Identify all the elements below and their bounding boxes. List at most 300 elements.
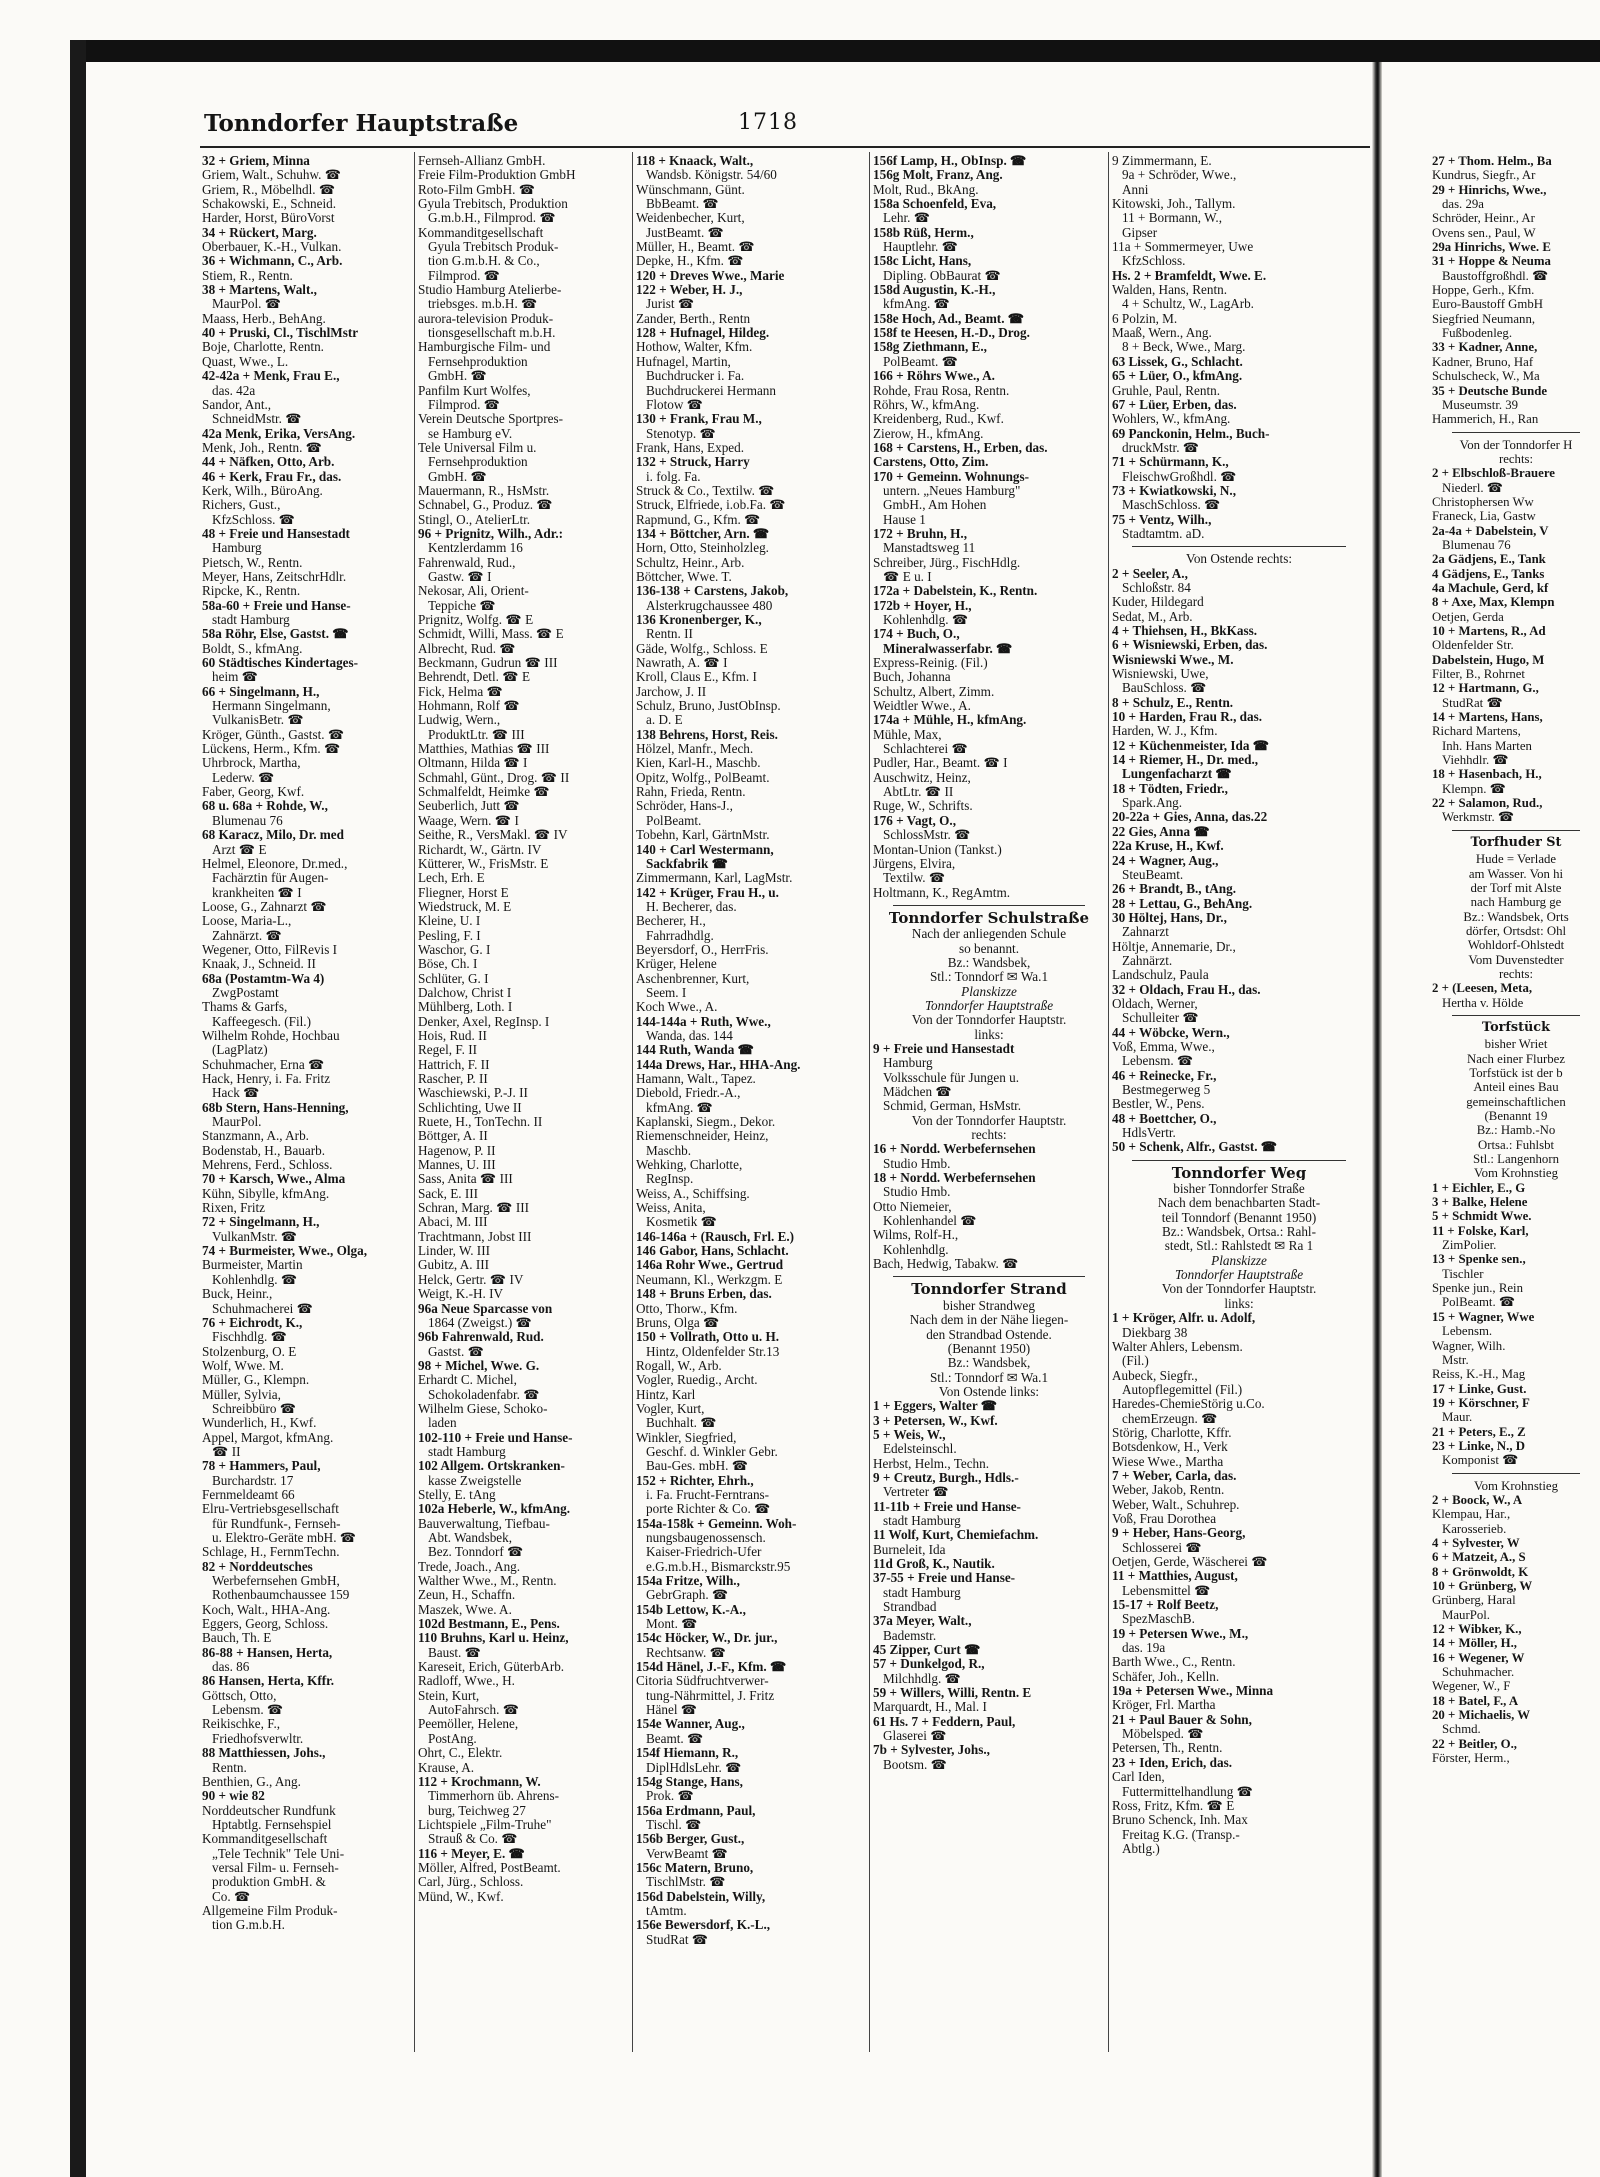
directory-entry: Ovens sen., Paul, W	[1432, 225, 1536, 240]
directory-entry: Inh. Hans Marten	[1442, 738, 1532, 753]
directory-entry: 24 + Wagner, Aug.,	[1112, 853, 1219, 868]
directory-entry: 11 + Matthies, August,	[1112, 1569, 1238, 1584]
directory-entry: Beamt. ☎	[646, 1731, 704, 1746]
directory-entry: 112 + Krochmann, W.	[418, 1774, 541, 1789]
directory-entry: i. folg. Fa.	[646, 469, 701, 484]
directory-entry: Münd, W., Kwf.	[418, 1889, 504, 1904]
directory-entry: Komponist ☎	[1442, 1453, 1519, 1468]
directory-entry: BauSchloss. ☎	[1122, 681, 1207, 696]
directory-entry: Bach, Hedwig, Tabakw. ☎	[873, 1257, 1019, 1272]
directory-entry: Oldenfelder Str.	[1432, 638, 1514, 653]
directory-entry: Carstens, Otto, Zim.	[873, 455, 989, 470]
directory-entry: Harder, Horst, BüroVorst	[202, 211, 335, 226]
directory-entry: Knaak, J., Schneid. II	[202, 957, 316, 972]
directory-entry: Manstadtsweg 11	[883, 541, 976, 556]
directory-entry: 166 + Röhrs Wwe., A.	[873, 369, 995, 384]
directory-entry: Gastst. ☎	[428, 1344, 484, 1359]
directory-entry: Richard Martens,	[1432, 724, 1521, 739]
directory-entry: Hänel ☎	[646, 1703, 698, 1718]
directory-entry: Fernsehproduktion	[428, 455, 528, 470]
directory-entry: Kerk, Wilh., BüroAng.	[202, 483, 323, 498]
directory-entry: Seem. I	[646, 985, 687, 1000]
directory-entry: 19a + Petersen Wwe., Minna	[1112, 1684, 1274, 1699]
directory-entry: 58a Röhr, Else, Gastst. ☎	[202, 627, 349, 642]
directory-entry: Hintz, Oldenfelder Str.13	[646, 1344, 780, 1359]
directory-entry: 74 + Burmeister, Wwe., Olga,	[202, 1244, 368, 1259]
directory-entry: Bz.: Wandsbek,	[947, 955, 1031, 970]
directory-entry: 102-110 + Freie und Hanse-	[418, 1430, 573, 1445]
directory-entry: 9 Zimmermann, E.	[1112, 154, 1212, 168]
directory-entry: Appel, Margot, kfmAng.	[202, 1430, 334, 1445]
directory-entry: Ripcke, K., Rentn.	[202, 584, 301, 599]
directory-entry: Opitz, Wolfg., PolBeamt.	[636, 770, 770, 785]
directory-entry: Göttsch, Otto,	[202, 1688, 277, 1703]
directory-entry: Oetjen, Gerda	[1432, 609, 1504, 624]
directory-entry: Möller, Alfred, PostBeamt.	[418, 1860, 561, 1875]
directory-entry: 12 + Wibker, K.,	[1432, 1622, 1522, 1637]
directory-entry: bisher Tonndorfer Straße	[1173, 1182, 1305, 1197]
directory-entry: ☎ II	[212, 1444, 241, 1459]
directory-entry: Walter Ahlers, Lebensm.	[1112, 1339, 1243, 1354]
directory-entry: 37-55 + Freie und Hanse-	[873, 1571, 1016, 1586]
directory-entry: Nekosar, Ali, Orient-	[418, 584, 529, 599]
directory-entry: Richardt, W., Gärtn. IV	[418, 842, 542, 857]
directory-entry: 102a Heberle, W., kfmAng.	[418, 1502, 571, 1517]
directory-entry: Bootsm. ☎	[883, 1757, 948, 1772]
directory-entry: Studio Hmb.	[883, 1156, 951, 1171]
directory-entry: 7 + Weber, Carla, das.	[1112, 1468, 1237, 1483]
directory-entry: Helck, Gertr. ☎ IV	[418, 1272, 524, 1287]
directory-entry: Buchhalt. ☎	[646, 1416, 717, 1431]
directory-entry: Weiss, Anita,	[636, 1201, 706, 1216]
directory-entry: Diebold, Friedr.-A.,	[636, 1086, 741, 1101]
directory-entry: Hauptlehr. ☎	[883, 240, 959, 255]
directory-entry: Schmalfeldt, Heimke ☎	[418, 785, 550, 800]
directory-entry: Waschor, G. I	[418, 942, 491, 957]
directory-entry: Otto Niemeier,	[873, 1199, 952, 1214]
directory-entry: Zimmermann, Karl, LagMstr.	[636, 871, 793, 886]
directory-entry: Schlosserei ☎	[1122, 1540, 1202, 1555]
directory-entry: Zeun, H., Schaffn.	[418, 1588, 516, 1603]
directory-entry: rechts:	[971, 1128, 1007, 1143]
directory-entry: 29a Hinrichs, Wwe. E	[1432, 240, 1551, 255]
directory-entry: Becherer, H.,	[636, 914, 706, 929]
directory-entry: Kundrus, Siegfr., Ar	[1432, 168, 1536, 183]
directory-entry: Buchdruckerei Hermann	[646, 383, 776, 398]
directory-entry: so benannt.	[958, 941, 1020, 956]
directory-entry: Hois, Rud. II	[418, 1028, 487, 1043]
directory-entry: dörfer, Ortsdst: Ohl	[1465, 923, 1567, 938]
directory-entry: 116 + Meyer, E. ☎	[418, 1846, 525, 1861]
directory-entry: 154e Wanner, Aug.,	[636, 1717, 745, 1732]
directory-entry: 154d Hänel, J.-F., Kfm. ☎	[636, 1660, 787, 1675]
scan-border-top	[70, 40, 1600, 62]
directory-entry: produktion GmbH. &	[212, 1875, 326, 1890]
section-divider	[1132, 1160, 1346, 1161]
directory-entry: 138 Behrens, Horst, Reis.	[636, 727, 778, 742]
directory-entry: Fliegner, Horst E	[418, 885, 509, 900]
directory-entry: 9 + Freie und Hansestadt	[873, 1041, 1015, 1056]
directory-entry: Kohlenhdlg.	[883, 1242, 949, 1257]
directory-entry: Hoppe, Gerh., Kfm.	[1432, 283, 1535, 298]
directory-entry: Wohlers, W., kfmAng.	[1112, 412, 1231, 427]
directory-entry: 10 + Harden, Frau R., das.	[1112, 710, 1263, 725]
directory-entry: MaschSchloss. ☎	[1122, 498, 1221, 513]
directory-entry: Bademstr.	[883, 1628, 937, 1643]
directory-entry: Schakowski, E., Schneid.	[202, 197, 337, 212]
directory-entry: Vogler, Ruedig., Archt.	[636, 1373, 758, 1388]
directory-entry: 10 + Martens, R., Ad	[1432, 624, 1546, 638]
directory-entry: 46 + Reinecke, Fr.,	[1112, 1068, 1217, 1083]
directory-entry: Schlüter, G. I	[418, 971, 489, 986]
directory-entry: Boje, Charlotte, Rentn.	[202, 340, 324, 355]
directory-entry: Schlichting, Uwe II	[418, 1100, 522, 1115]
directory-entry: Wandsb. Königstr. 54/60	[646, 168, 777, 183]
directory-entry: 12 + Hartmann, G.,	[1432, 681, 1539, 696]
directory-entry: Lungenfacharzt ☎	[1122, 767, 1232, 782]
directory-entry: Wegener, Otto, FilRevis I	[202, 942, 338, 957]
directory-entry: 110 Bruhns, Karl u. Heinz,	[418, 1631, 569, 1646]
directory-entry: Haredes-ChemieStörig u.Co.	[1112, 1397, 1265, 1412]
directory-entry: Stiem, R., Rentn.	[202, 268, 293, 283]
directory-entry: Alsterkrugchaussee 480	[646, 598, 773, 613]
directory-entry: 6 + Wisniewski, Erben, das.	[1112, 638, 1268, 653]
directory-entry: 22 + Salamon, Rud.,	[1432, 796, 1543, 811]
directory-entry: Tonndorfer Hauptstraße	[924, 998, 1054, 1013]
directory-entry: AbtLtr. ☎ II	[883, 785, 954, 800]
directory-entry: Mühle, Max,	[873, 727, 942, 742]
directory-entry: stedt, Stl.: Rahlstedt ✉ Ra 1	[1164, 1239, 1314, 1254]
directory-entry: Weber, Walt., Schuhrep.	[1112, 1497, 1240, 1512]
directory-entry: porte Richter & Co. ☎	[646, 1502, 771, 1517]
directory-entry: Stein, Kurt,	[418, 1688, 480, 1703]
directory-entry: 71 + Schürmann, K.,	[1112, 455, 1229, 470]
column-divider	[414, 152, 415, 2052]
directory-entry: Schmd.	[1442, 1722, 1481, 1737]
directory-entry: VulkanMstr. ☎	[212, 1229, 298, 1244]
directory-entry: Niederl. ☎	[1442, 480, 1503, 495]
directory-entry: Kröger, Frl. Martha	[1112, 1698, 1216, 1713]
directory-entry: Hamann, Walt., Tapez.	[636, 1072, 756, 1086]
directory-entry: 2 + Seeler, A.,	[1112, 566, 1188, 581]
directory-entry: Zahnärzt. ☎	[212, 928, 282, 943]
directory-entry: Winkler, Siegfried,	[636, 1430, 737, 1445]
directory-entry: laden	[428, 1416, 457, 1431]
book-gutter	[1372, 62, 1382, 2177]
directory-entry: 18 + Tödten, Friedr.,	[1112, 781, 1228, 796]
directory-entry: Wünschmann, Günt.	[636, 182, 745, 197]
directory-entry: Lehr. ☎	[883, 211, 931, 226]
directory-entry: Hohmann, Rolf ☎	[418, 699, 520, 714]
directory-entry: Waschiewski, P.-J. II	[418, 1086, 528, 1101]
directory-entry: Autopflegemittel (Fil.)	[1122, 1382, 1243, 1397]
directory-entry: 68a (Postamtm-Wa 4)	[202, 971, 325, 986]
directory-entry: KfzSchloss.	[1122, 254, 1186, 269]
directory-column-5	[1112, 154, 1366, 1856]
directory-entry: Uhrbrock, Martha,	[202, 756, 301, 771]
directory-entry: 128 + Hufnagel, Hildeg.	[636, 326, 770, 341]
directory-entry: 59 + Willers, Willi, Rentn. E	[873, 1686, 1032, 1701]
directory-entry: Nach der anliegenden Schule	[911, 927, 1067, 942]
directory-entry: Textilw. ☎	[883, 871, 946, 886]
directory-entry: 102d Bestmann, E., Pens.	[418, 1617, 560, 1632]
directory-entry: SteuBeamt.	[1122, 867, 1184, 882]
directory-column-2	[418, 154, 628, 1904]
directory-entry: Koch Wwe., A.	[636, 1000, 718, 1015]
directory-entry: Aschenbrenner, Kurt,	[636, 971, 750, 986]
directory-entry: krankheiten ☎ I	[212, 885, 302, 900]
directory-entry: Freitag K.G. (Transp.-	[1122, 1827, 1240, 1842]
directory-entry: Gipser	[1122, 225, 1158, 240]
directory-entry: 12 + Küchenmeister, Ida ☎	[1112, 738, 1270, 753]
directory-entry: Quast, Wwe., L.	[202, 354, 289, 369]
directory-entry: rechts:	[1498, 451, 1534, 466]
directory-entry: 32 + Oldach, Frau H., das.	[1112, 982, 1261, 997]
directory-entry: Böttcher, Wwe. T.	[636, 569, 732, 584]
directory-entry: Oetjen, Gerde, Wäscherei ☎	[1112, 1555, 1268, 1569]
directory-entry: Kröger, Günth., Gastst. ☎	[202, 727, 345, 742]
directory-entry: Böttger, A. II	[418, 1129, 488, 1144]
directory-entry: 134 + Böttcher, Arn. ☎	[636, 526, 770, 541]
directory-entry: Schokoladenfabr. ☎	[428, 1387, 540, 1402]
directory-entry: 19 + Körschner, F	[1432, 1395, 1530, 1410]
directory-entry: Lech, Erh. E	[418, 871, 485, 886]
directory-entry: Bestler, W., Pens.	[1112, 1097, 1205, 1112]
directory-entry: Werbefernsehen GmbH,	[212, 1574, 340, 1589]
directory-entry: druckMstr. ☎	[1122, 440, 1200, 455]
directory-entry: u. Elektro-Geräte mbH. ☎	[212, 1531, 357, 1545]
directory-entry: 21 + Peters, E., Z	[1432, 1424, 1526, 1439]
directory-entry: Baustoffgroßhdl. ☎	[1442, 268, 1548, 283]
directory-entry: Ross, Fritz, Kfm. ☎ E	[1112, 1798, 1235, 1813]
directory-entry: Nach dem in der Nähe liegen-	[909, 1313, 1069, 1328]
directory-entry: Dalchow, Christ I	[418, 985, 512, 1000]
directory-entry: 158g Ziethmann, E.,	[873, 340, 987, 355]
directory-entry: teil Tonndorf (Benannt 1950)	[1161, 1210, 1317, 1225]
directory-entry: Bruno Schenck, Inh. Max	[1112, 1813, 1248, 1828]
directory-entry: Barth Wwe., C., Rentn.	[1112, 1655, 1236, 1670]
directory-entry: Oldach, Werner,	[1112, 996, 1198, 1011]
directory-entry: Filter, B., Rohrnet	[1432, 667, 1525, 682]
directory-entry: 154a Fritze, Wilh.,	[636, 1574, 740, 1589]
directory-entry: Prignitz, Wolfg. ☎ E	[418, 613, 534, 627]
directory-entry: 82 + Norddeutsches	[202, 1559, 313, 1574]
directory-entry: Bruns, Olga ☎	[636, 1315, 720, 1330]
directory-entry: 156g Molt, Franz, Ang.	[873, 168, 1003, 183]
directory-entry: 2a Gädjens, E., Tank	[1432, 552, 1546, 567]
directory-entry: 102 Allgem. Ortskranken-	[418, 1459, 565, 1474]
directory-entry: Hptabtlg. Fernsehspiel	[212, 1817, 332, 1832]
directory-entry: TischlMstr. ☎	[646, 1875, 726, 1890]
directory-entry: Filmprod. ☎	[428, 268, 501, 283]
directory-entry: 15-17 + Rolf Beetz,	[1112, 1598, 1219, 1613]
directory-entry: Kütterer, W., FrisMstr. E	[418, 856, 549, 871]
directory-entry: nungsbaugenossensch.	[646, 1531, 766, 1545]
directory-entry: Lebensm. ☎	[212, 1703, 284, 1718]
directory-entry: bisher Wriet	[1484, 1037, 1548, 1052]
directory-entry: Koch, Walt., HHA-Ang.	[202, 1602, 331, 1617]
directory-entry: 18 + Nordd. Werbefernsehen	[873, 1171, 1036, 1186]
street-heading: Torfstück	[1482, 1020, 1550, 1035]
directory-entry: Wilms, Rolf-H.,	[873, 1228, 959, 1243]
directory-entry: Fick, Helma ☎	[418, 684, 503, 699]
directory-entry: Wiedstruck, M. E	[418, 899, 512, 914]
directory-entry: Elru-Vertriebsgesellschaft	[202, 1502, 339, 1517]
directory-entry: 172b + Hoyer, H.,	[873, 598, 972, 613]
directory-entry: Fahrradhdlg.	[646, 928, 714, 943]
directory-entry: stadt Hamburg	[212, 613, 290, 627]
directory-entry: tion G.m.b.H. & Co.,	[428, 254, 540, 269]
directory-entry: 4 + Thiehsen, H., BkKass.	[1112, 624, 1258, 638]
directory-entry: Lederw. ☎	[212, 770, 275, 785]
directory-entry: Schnabel, G., Produz. ☎	[418, 498, 553, 513]
directory-entry: Oltmann, Hilda ☎ I	[418, 756, 528, 771]
directory-column-next-page	[1432, 154, 1600, 1765]
directory-entry: Schmahl, Günt., Drog. ☎ II	[418, 770, 570, 785]
directory-entry: tung-Nährmittel, J. Fritz	[646, 1688, 775, 1703]
directory-entry: versal Film- u. Fernseh-	[212, 1860, 339, 1875]
directory-entry: GmbH. ☎	[428, 469, 487, 484]
directory-entry: Wanda, das. 144	[646, 1028, 733, 1043]
directory-entry: Schuhmacherei ☎	[212, 1301, 314, 1316]
directory-entry: Böse, Ch. I	[418, 957, 478, 972]
directory-entry: Vogler, Kurt,	[636, 1401, 705, 1416]
directory-entry: Hermann Singelmann,	[212, 699, 331, 714]
directory-entry: Mauermann, R., HsMstr.	[418, 483, 550, 498]
directory-entry: Ohrt, C., Elektr.	[418, 1746, 503, 1761]
directory-entry: Lückens, Herm., Kfm. ☎	[202, 742, 341, 757]
directory-entry: 37a Meyer, Walt.,	[873, 1614, 972, 1629]
directory-entry: 27 + Thom. Helm., Ba	[1432, 154, 1552, 168]
directory-entry: 68 u. 68a + Rohde, W.,	[202, 799, 328, 814]
directory-entry: Torfstück ist der b	[1469, 1065, 1563, 1080]
directory-entry: SchlossMstr. ☎	[883, 828, 971, 843]
directory-entry: Bau-Ges. mbH. ☎	[646, 1459, 749, 1474]
directory-entry: Fischhdlg. ☎	[212, 1330, 288, 1345]
directory-entry: 14 + Möller, H.,	[1432, 1636, 1518, 1651]
directory-entry: Stanzmann, A., Arb.	[202, 1129, 309, 1144]
directory-entry: Neumann, Kl., Werkzgm. E	[636, 1272, 783, 1287]
directory-entry: Rothenbaumchaussee 159	[212, 1588, 350, 1603]
directory-entry: Planskizze	[1211, 1253, 1267, 1268]
directory-entry: 22a Kruse, H., Kwf.	[1112, 839, 1224, 854]
directory-entry: 156e Bewersdorf, K.-L.,	[636, 1918, 771, 1933]
directory-entry: 36 + Wichmann, C., Arb.	[202, 254, 343, 269]
directory-entry: Stadtamtm. aD.	[1122, 526, 1205, 541]
directory-entry: Euro-Baustoff GmbH	[1432, 297, 1544, 312]
directory-entry: Oberbauer, K.-H., Vulkan.	[202, 240, 342, 255]
directory-entry: das. 29a	[1442, 197, 1484, 212]
directory-entry: 156c Matern, Bruno,	[636, 1860, 754, 1875]
directory-entry: H. Becherer, das.	[646, 899, 737, 914]
directory-entry: Gyula Trebitsch Produk-	[428, 240, 559, 255]
directory-entry: e.G.m.b.H., Bismarckstr.95	[646, 1559, 791, 1574]
directory-entry: JustBeamt. ☎	[646, 225, 724, 240]
directory-entry: Montan-Union (Tankst.)	[873, 842, 1002, 857]
directory-entry: 132 + Struck, Harry	[636, 455, 750, 470]
directory-entry: 4 Gädjens, E., Tanks	[1432, 566, 1545, 581]
directory-entry: Hothow, Walter, Kfm.	[636, 340, 753, 355]
directory-entry: Bodenstab, H., Bauarb.	[202, 1143, 326, 1158]
directory-entry: Museumstr. 39	[1442, 397, 1519, 412]
directory-entry: 150 + Vollrath, Otto u. H.	[636, 1330, 780, 1345]
directory-entry: Norddeutscher Rundfunk	[202, 1803, 336, 1818]
directory-entry: „Tele Technik" Tele Uni-	[212, 1846, 345, 1861]
directory-entry: Schlachterei ☎	[883, 742, 968, 757]
directory-entry: untern. „Neues Hamburg"	[883, 483, 1021, 498]
directory-entry: Müller, G., Klempn.	[202, 1373, 310, 1388]
directory-entry: MaurPol.	[212, 1115, 262, 1130]
directory-entry: Von der Tonndorfer Hauptstr.	[911, 1013, 1067, 1028]
directory-entry: 154f Hiemann, R.,	[636, 1746, 739, 1761]
directory-entry: Struck, Elfriede, i.ob.Fa. ☎	[636, 498, 786, 513]
directory-entry: ☎ E u. I	[883, 569, 932, 584]
directory-entry: Vom Duvenstedter	[1468, 952, 1564, 967]
directory-entry: Bz.: Wandsbek, Orts	[1463, 909, 1569, 924]
directory-entry: (LagPlatz)	[212, 1043, 268, 1058]
directory-entry: Herbst, Helm., Techn.	[873, 1456, 990, 1471]
directory-entry: Riemenschneider, Heinz,	[636, 1129, 769, 1144]
directory-entry: Gruhle, Paul, Rentn.	[1112, 383, 1221, 398]
directory-entry: Erhardt C. Michel,	[418, 1373, 517, 1388]
directory-entry: VerwBeamt ☎	[646, 1846, 728, 1861]
directory-entry: Tischler	[1442, 1266, 1484, 1281]
directory-entry: Weidtler Wwe., A.	[873, 699, 971, 714]
directory-entry: i. Fa. Frucht-Ferntrans-	[646, 1487, 770, 1502]
directory-entry: Reikischke, F.,	[202, 1717, 281, 1732]
directory-entry: Stl.: Tonndorf ✉ Wa.1	[929, 1370, 1049, 1385]
directory-entry: Marquardt, H., Mal. I	[873, 1700, 987, 1715]
directory-entry: Schulleiter ☎	[1122, 1011, 1199, 1026]
directory-entry: Seithe, R., VersMakl. ☎ IV	[418, 828, 568, 843]
section-divider	[1452, 432, 1580, 433]
directory-entry: Linder, W. III	[418, 1244, 490, 1259]
directory-entry: Stelly, E. tAng	[418, 1487, 496, 1502]
directory-entry: Petersen, Th., Rentn.	[1112, 1741, 1223, 1756]
directory-entry: 8 + Axe, Max, Klempn	[1432, 595, 1555, 610]
directory-entry: Schran, Marg. ☎ III	[418, 1201, 530, 1216]
directory-entry: Schultz, Albert, Zimm.	[873, 684, 995, 699]
section-divider	[893, 905, 1085, 906]
directory-entry: Holtmann, K., RegAmtm.	[873, 885, 1010, 900]
section-divider	[1132, 546, 1346, 547]
directory-entry: 144a Drews, Har., HHA-Ang.	[636, 1057, 801, 1072]
directory-entry: Burchardstr. 17	[212, 1473, 294, 1488]
directory-entry: Hammerich, H., Ran	[1432, 412, 1539, 427]
directory-entry: StudRat ☎	[1442, 695, 1503, 710]
directory-entry: 66 + Singelmann, H.,	[202, 684, 320, 699]
directory-entry: 9 + Heber, Hans-Georg,	[1112, 1526, 1246, 1541]
directory-entry: Hertha v. Hölde	[1442, 995, 1524, 1010]
directory-entry: Mstr.	[1442, 1352, 1469, 1367]
directory-entry: PostAng.	[428, 1731, 477, 1746]
directory-entry: Albrecht, Rud. ☎	[418, 641, 516, 656]
directory-entry: 78 + Hammers, Paul,	[202, 1459, 321, 1474]
directory-entry: Ruete, H., TonTechn. II	[418, 1115, 543, 1130]
directory-entry: 19 + Petersen Wwe., M.,	[1112, 1626, 1249, 1641]
directory-entry: Hölzel, Manfr., Mech.	[636, 742, 754, 757]
directory-entry: 21 + Paul Bauer & Sohn,	[1112, 1712, 1252, 1727]
directory-entry: 156a Erdmann, Paul,	[636, 1803, 756, 1818]
directory-entry: Futtermittelhandlung ☎	[1122, 1784, 1254, 1799]
directory-entry: Fachärztin für Augen-	[212, 871, 329, 886]
section-divider	[1452, 1015, 1580, 1016]
directory-entry: 98 + Michel, Wwe. G.	[418, 1358, 540, 1373]
directory-entry: chemErzeugn. ☎	[1122, 1411, 1218, 1426]
directory-entry: Hamburgische Film- und	[418, 340, 551, 355]
directory-entry: 172 + Bruhn, H.,	[873, 526, 967, 541]
directory-entry: 122 + Weber, H. J.,	[636, 283, 743, 298]
